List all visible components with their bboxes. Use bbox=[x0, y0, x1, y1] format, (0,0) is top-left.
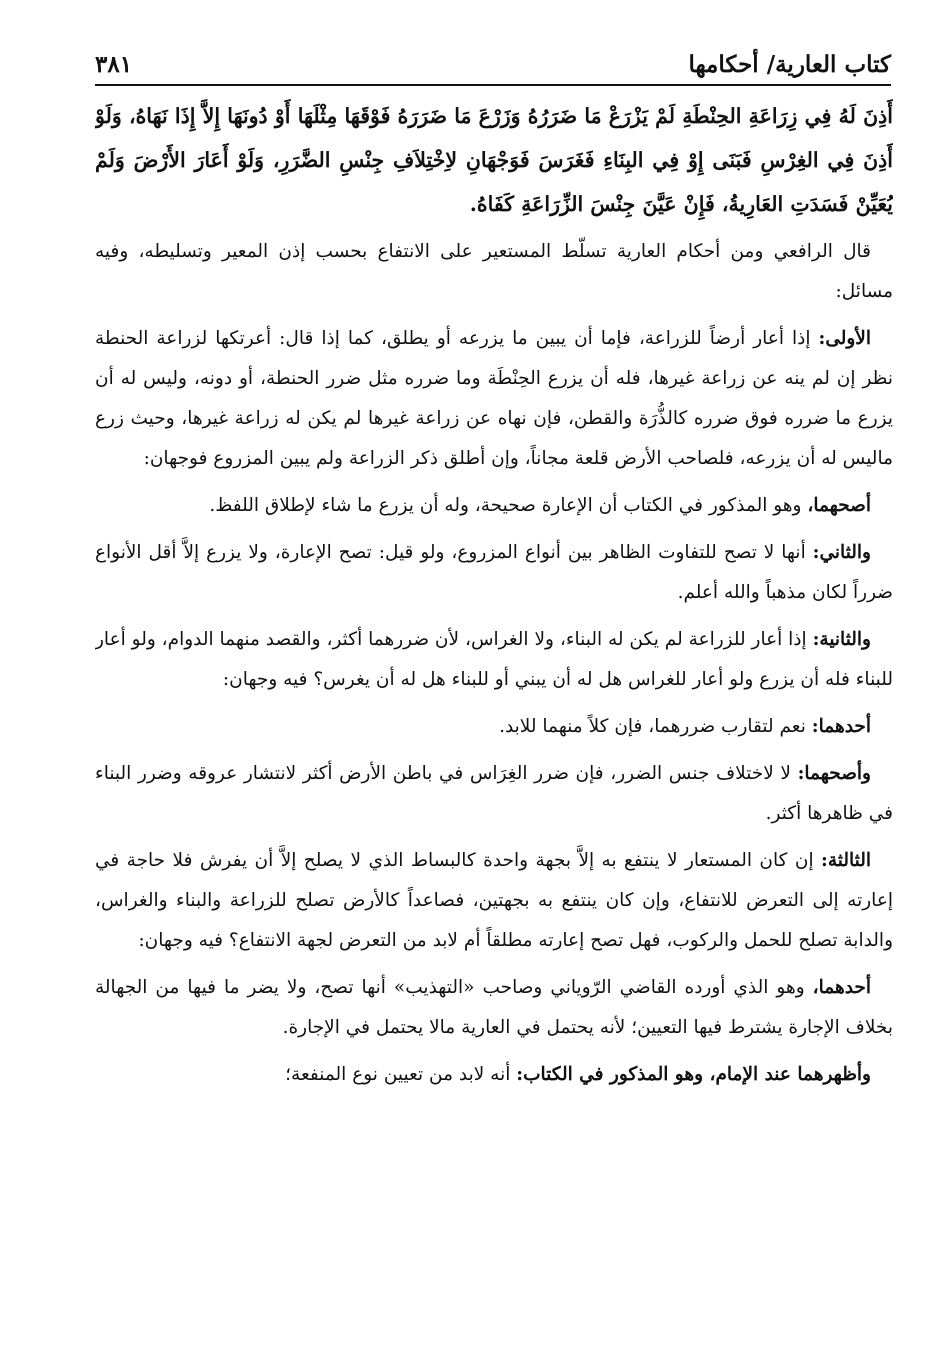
header-divider bbox=[95, 84, 891, 86]
paragraph bbox=[95, 841, 893, 961]
paragraph-text: إن كان المستعار لا ينتفع به إلاَّ بجهة واحدة كالبساط الذي لا يصلح إلاَّ أن يفرش فلا حاجة في إعارته إلى التعرض للانتفاع، وإن كان ينتفع به بجهتين، فصاعداً كالأرض تصلح للزراعة والبناء والغراس، والدابة تصلح للحمل والركوب، فهل تصح إعارته مطلقاً أم لابد من التعرض لجهة الانتفاع؟ فيه وجهان: bbox=[95, 850, 893, 951]
paragraph bbox=[95, 707, 893, 747]
page-number: ٣٨١ bbox=[95, 51, 133, 78]
paragraph bbox=[95, 620, 893, 700]
paragraph-text: أنها لا تصح للتفاوت الظاهر بين أنواع المزروع، ولو قيل: تصح الإعارة، ولا يزرع إلاَّ أقل الأنواع ضرراً لكان مذهباً والله أعلم. bbox=[95, 542, 893, 603]
paragraph bbox=[95, 754, 893, 834]
paragraph-lead: وأصحهما: bbox=[797, 763, 871, 784]
paragraph-text: نعم لتقارب ضررهما، فإن كلاً منهما للابد. bbox=[499, 716, 806, 737]
paragraph-lead: والثانية: bbox=[812, 629, 871, 650]
paragraph bbox=[95, 232, 893, 312]
paragraph-lead: أصحهما، bbox=[807, 495, 871, 516]
paragraph-lead: والثاني: bbox=[812, 542, 871, 563]
paragraph bbox=[95, 1055, 893, 1095]
paragraph bbox=[95, 486, 893, 526]
page-body bbox=[95, 94, 893, 1324]
paragraph-text: وهو الذي أورده القاضي الرّوياني وصاحب «التهذيب» أنها تصح، ولا يضر ما فيها من الجهالة بخلاف الإجارة يشترط فيها التعيين؛ لأنه يحتمل في العارية مالا يحتمل في الإجارة. bbox=[95, 977, 893, 1038]
running-title: كتاب العارية/ أحكامها bbox=[688, 51, 891, 78]
paragraph-lead: وأظهرهما عند الإمام، وهو المذكور في الكتاب: bbox=[516, 1064, 871, 1085]
paragraph bbox=[95, 533, 893, 613]
paragraph-text: أنه لابد من تعيين نوع المنفعة؛ bbox=[285, 1064, 511, 1085]
paragraph-lead: أحدهما، bbox=[812, 977, 871, 998]
paragraph-lead: الأولى: bbox=[818, 328, 871, 349]
paragraph-lead: أحدهما: bbox=[811, 716, 871, 737]
paragraph-text: إذا أعار أرضاً للزراعة، فإما أن يبين ما يزرعه أو يطلق، كما إذا قال: أعرتكها لزراعة الحنطة نظر إن لم ينه عن زراعة غيرها، فله أن يزرع الحِنْطَة وما ضرره مثل ضرر الحنطة، أو دونه، وليس له أن يزرع ما ضرره فوق ضرره كالذُّرَة والقطن، فإن نهاه عن زراعة غيرها لم يكن له زراعة غيرها، وحيث زرع ماليس له أن يزرعه، فلصاحب الأرض قلعة مجاناً، وإن أطلق ذكر الزراعة ولم يبين المزروع فوجهان: bbox=[95, 328, 893, 469]
paragraph-text: وهو المذكور في الكتاب أن الإعارة صحيحة، وله أن يزرع ما شاء لإطلاق اللفظ. bbox=[209, 495, 802, 516]
paragraph-text: لا لاختلاف جنس الضرر، فإن ضرر الغِرَاس في باطن الأرض أكثر لانتشار عروقه وضرر البناء في ظاهرها أكثر. bbox=[95, 763, 893, 824]
paragraph bbox=[95, 968, 893, 1048]
paragraph bbox=[95, 319, 893, 479]
paragraph-text: إذا أعار للزراعة لم يكن له البناء، ولا الغراس، لأن ضررهما أكثر، والقصد منهما الدوام، ولو أعار للبناء فله أن يزرع ولو أعار للغراس هل له أن يبني أو للبناء هل له أن يغرس؟ فيه وجهان: bbox=[95, 629, 893, 690]
matn-text: أَذِنَ لَهُ فِي زِرَاعَةِ الحِنْطَةِ لَمْ يَزْرَعْ مَا ضَرَرُهُ وَزَرْعَ مَا ضَرَرَهُ فَوْقَهَا مِثْلَهَا أَوْ دُونَهَا إِلاَّ إِذَا نَهَاهُ، وَلَوْ أَذِنَ فِي الغِرْسِ فَبَنَى إِوْ فِي البِنَاءِ فَغَرَسَ فَوَجْهَانِ لاِخْتِلاَفِ جِنْسِ الضَّرَرِ، وَلَوْ أَعَارَ الأَرْضَ وَلَمْ يُعَيِّنْ فَسَدَتِ العَارِيةُ، فَإِنْ عَيَّنَ جِنْسَ الزِّرَاعَةِ كَفَاهُ. bbox=[95, 104, 893, 216]
page-header bbox=[95, 38, 891, 78]
paragraph-text: قال الرافعي ومن أحكام العارية تسلّط المستعير على الانتفاع بحسب إذن المعير وتسليطه، وفيه مسائل: bbox=[95, 241, 893, 302]
paragraph-lead: الثالثة: bbox=[821, 850, 871, 871]
